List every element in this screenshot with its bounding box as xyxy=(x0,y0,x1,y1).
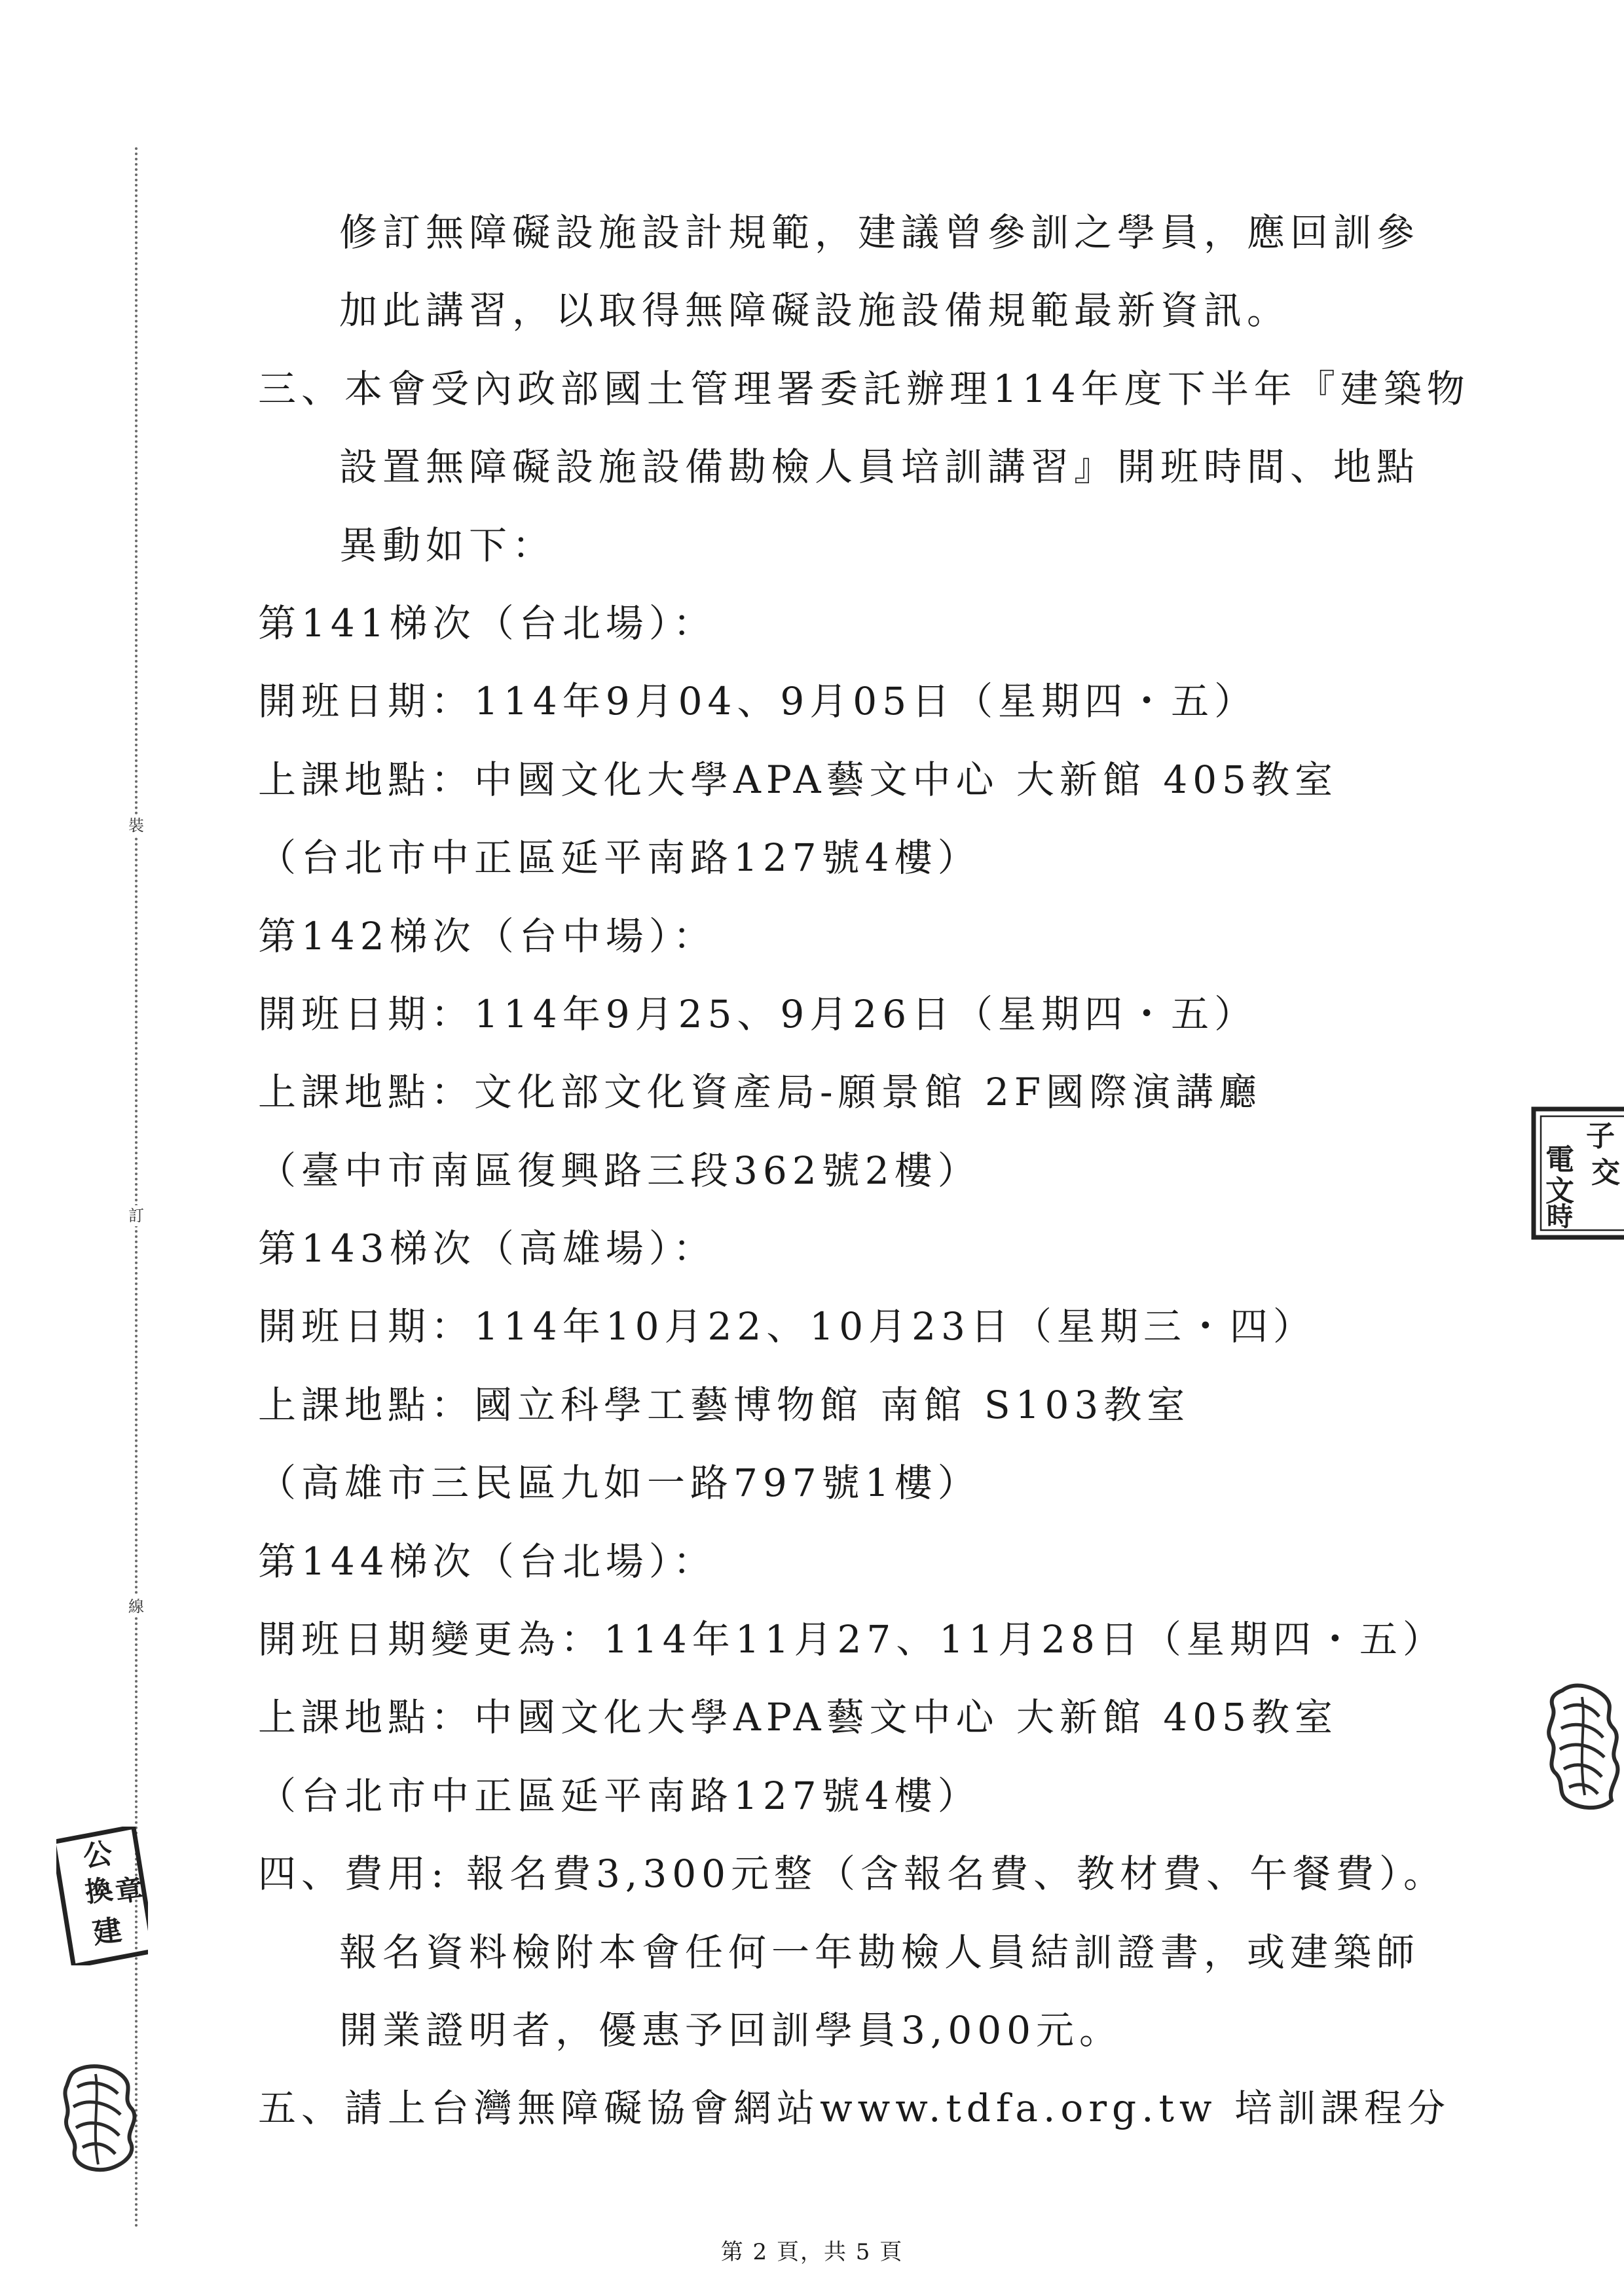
item-4-heading: 四、費用: 報名費3,300元整（含報名費、教材費、午餐費）。 xyxy=(258,1851,1447,1897)
item-4-line: 開業證明者，優惠予回訓學員3,000元。 xyxy=(339,2007,1123,2052)
exchange-stamp-left xyxy=(56,1827,148,1965)
seal-mark-left xyxy=(58,2060,141,2175)
session-date: 開班日期：114年10月22、10月23日（星期三・四） xyxy=(258,1304,1316,1349)
stamp-char: 時 xyxy=(1547,1201,1573,1232)
session-address: （高雄市三民區九如一路797號1樓） xyxy=(258,1461,981,1506)
item-3-heading: 三、本會受內政部國土管理署委託辦理114年度下半年『建築物 xyxy=(258,366,1470,411)
continuation-line: 加此講習，以取得無障礙設施設備規範最新資訊。 xyxy=(339,288,1291,333)
session-address: （台北市中正區延平南路127號4樓） xyxy=(258,1773,981,1818)
document-body xyxy=(258,194,1555,2148)
stamp-char: 章 xyxy=(113,1872,145,1908)
session-address: （台北市中正區延平南路127號4樓） xyxy=(258,835,981,881)
session-venue: 上課地點：中國文化大學APA藝文中心 大新館 405教室 xyxy=(258,757,1338,802)
continuation-line: 修訂無障礙設施設計規範，建議曾參訓之學員，應回訓參 xyxy=(339,210,1420,255)
item-4-line: 報名資料檢附本會任何一年勘檢人員結訓證書，或建築師 xyxy=(339,1929,1420,1975)
binding-mark-bind: 裝 xyxy=(126,815,147,836)
session-title: 第142梯次（台中場）： xyxy=(258,913,716,958)
stamp-char: 子 xyxy=(1586,1120,1615,1153)
stamp-char: 交 xyxy=(1591,1156,1620,1190)
session-venue: 上課地點：中國文化大學APA藝文中心 大新館 405教室 xyxy=(258,1695,1338,1740)
item-5-heading: 五、請上台灣無障礙協會網站www.tdfa.org.tw 培訓課程分 xyxy=(258,2086,1451,2131)
item-3-line: 設置無障礙設施設備勘檢人員培訓講習』開班時間、地點 xyxy=(339,445,1420,490)
session-venue: 上課地點：文化部文化資產局-願景館 2F國際演講廳 xyxy=(258,1070,1263,1115)
stamp-char: 公 xyxy=(81,1836,115,1874)
stamp-char: 建 xyxy=(90,1913,124,1951)
session-title: 第141梯次（台北場）： xyxy=(258,600,716,646)
session-date: 開班日期：114年9月25、9月26日（星期四・五） xyxy=(258,991,1258,1036)
session-title: 第144梯次（台北場）： xyxy=(258,1539,716,1584)
stamp-char: 電 xyxy=(1545,1143,1574,1176)
exchange-stamp-right xyxy=(1530,1105,1624,1241)
seal-mark-right xyxy=(1543,1677,1623,1816)
item-3-line: 異動如下： xyxy=(339,522,556,568)
binding-mark-staple: 訂 xyxy=(126,1205,147,1226)
session-date: 開班日期變更為：114年11月27、11月28日（星期四・五） xyxy=(258,1617,1446,1662)
stamp-char: 換 xyxy=(83,1872,115,1909)
session-date: 開班日期：114年9月04、9月05日（星期四・五） xyxy=(258,679,1258,724)
binding-mark-line: 線 xyxy=(126,1596,147,1617)
session-venue: 上課地點：國立科學工藝博物館 南館 S103教室 xyxy=(258,1382,1190,1427)
session-address: （臺中市南區復興路三段362號2樓） xyxy=(258,1148,981,1193)
stamp-char: 文 xyxy=(1545,1175,1574,1208)
page-number-footer: 第 2 頁，共 5 頁 xyxy=(720,2239,904,2265)
session-title: 第143梯次（高雄場）： xyxy=(258,1226,716,1271)
